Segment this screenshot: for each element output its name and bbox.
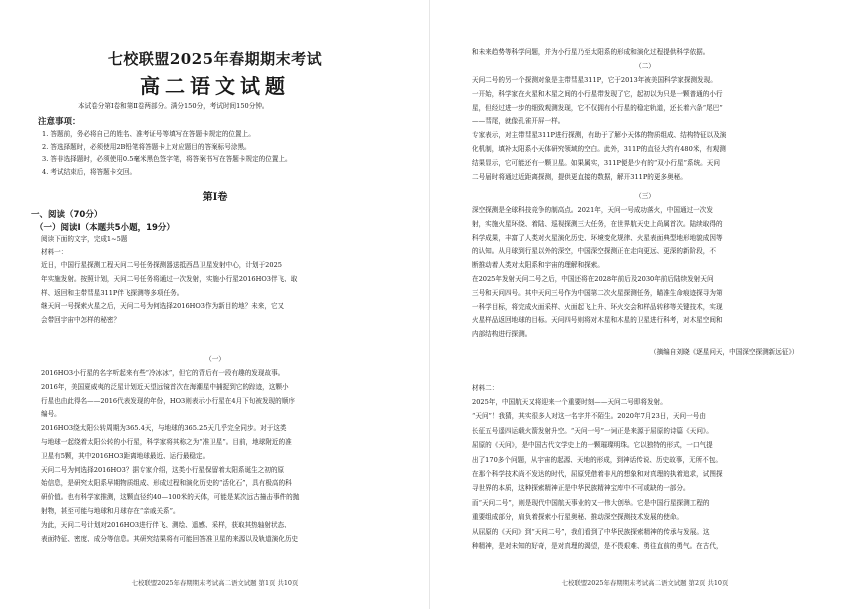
text-line: 一科学目标，将完成火面采样、火面起飞上升、环火交会和样品转移等关键技术，实现 — [472, 302, 723, 311]
text-line: 会带回宇宙中怎样的秘密？ — [41, 316, 121, 325]
text-line: ——彗尾，就像孔雀开屏一样。 — [472, 117, 565, 126]
text-line: 天问二号的另一个探测对象是主带彗星311P，它于2013年被美国科学家探测发现。 — [472, 76, 717, 84]
text-line: 样、返回和主带彗星311P伴飞探测等多项任务。 — [41, 288, 184, 297]
text-line: 研价值。也有科学家推测，这颗直径约40—100米的天体，可能是某次远古撞击事件的抛 — [41, 493, 300, 502]
subject-title: 高二语文试题 — [140, 74, 290, 98]
text-line: 射，实施火星环绕、着陆、巡视探测三大任务，在世界航天史上尚属首次。陆续取得的 — [472, 219, 723, 228]
page-footer-left: 七校联盟2025年春期期末考试高二语文试题 第1页 共10页 — [131, 579, 299, 587]
part-one-heading: （一） — [205, 355, 225, 363]
text-line: 专家表示，对主带彗星311P进行探测，有助于了解小天体的物质组成、结构特征以及演 — [472, 131, 727, 140]
text-line: 始信息，是研究太阳系早期物质组成、形成过程和演化历史的“活化石”，具有极高的科 — [41, 479, 292, 488]
text-line: 2016HO3小行星的名字听起来有些“冷冰冰”，但它的背后有一段有趣的发现故事。 — [41, 369, 285, 377]
text-line: 星，但经过进一步的细致观测发现，它不仅拥有小行星的稳定轨道，还长着六条“尾巴” — [472, 103, 723, 112]
text-line: 近日，中国行星探测工程天问二号任务探测器送抵西昌卫星发射中心，计划于2025 — [41, 261, 282, 269]
text-line: 在2025年发射天问二号之后，中国还将在2028年前后及2030年前后陆续发射天问 — [472, 275, 714, 283]
text-line: 火星样品返回地球的目标。天问四号则将对木星和木星的卫星进行科考，对木星空间和 — [472, 316, 723, 325]
text-line: 为此，天问二号计划对2016HO3进行伴飞、测绘、遥感、采样，获取其热轴射状态、 — [41, 520, 291, 529]
text-line: 屈原的《天问》，是中国古代文学史上的一颗璀璨明珠。它以独特的形式，一口气提 — [472, 441, 713, 450]
part-two-heading: （二） — [635, 62, 655, 70]
material-two-label: 材料二： — [472, 384, 499, 392]
exam-title: 七校联盟2025年春期期末考试 — [107, 50, 323, 68]
page-footer-right: 七校联盟2025年春期期末考试高二语文试题 第2页 共10页 — [561, 579, 729, 587]
text-line: 而“天问二号”，则是现代中国航天事业的又一伟大创举。它是中国行星探测工程的 — [472, 498, 710, 507]
text-line: 科学成果，丰富了人类对火星演化历史、环境变化规律、火星表面典型地形地貌成因等 — [472, 233, 723, 242]
text-line: 化机制，填补太阳系小天体研究领域的空白。此外，311P的直径大约有480米，有观测 — [472, 145, 726, 153]
text-line: 三号和天问四号。其中天问三号作为中国第二次火星探测任务，瞄准生命痕迹探寻为第 — [472, 288, 723, 297]
text-line: 3. 答非选择题时，必须使用0.5毫米黑色签字笔，将答案书写在答题卡规定的位置上。 — [42, 155, 292, 163]
text-line: 结果显示，它可能还有一颗卫星。如果属实，311P便是少有的“双小行星”系统。天问 — [472, 158, 720, 167]
text-line: 断推动着人类对太阳系和宇宙的理解和探索。 — [472, 261, 604, 270]
reading-instruction: 阅读下面的文字，完成1~5题 — [41, 235, 128, 243]
text-line: 二号届时将通过近距离探测，提供更直接的数据，解开311P的更多奥秘。 — [472, 172, 687, 181]
exam-intro: 本试卷分第Ⅰ卷和第Ⅱ卷两部分。满分150分，考试时间150分钟。 — [78, 102, 269, 110]
text-line: 的认知。从月球到行星以外的深空，中国深空探测正在走向更远、更深的新阶段，不 — [472, 247, 716, 256]
text-line: 卫星有5颗，其中2016HO3距离地球最近、运行最稳定。 — [41, 451, 210, 460]
section-heading: 一、阅读（70分） — [31, 210, 103, 220]
text-line: 1. 答题前，务必将自己的姓名、准考证号等填写在答题卡规定的位置上。 — [42, 130, 255, 138]
source-citation: （摘编自刘晓《逐星问天，中国深空探测新远征》） — [650, 348, 799, 356]
text-line: 出了170多个问题，从宇宙的起源、天地的形成，到神话传说、历史故事，无所不包。 — [472, 455, 722, 464]
text-line: 在那个科学技术尚不发达的时代，屈原凭借着非凡的想象和对真理的执着追求，试图探 — [472, 470, 723, 478]
text-line: 年实施发射。按照计划，天问二号任务将通过一次发射，实施小行星2016HO3伴飞、取 — [41, 274, 298, 283]
text-line: 长征五号遥四运载火箭发射升空。“天问一号”一词正是来源于屈原的诗篇《天问》。 — [472, 426, 713, 435]
right-page — [430, 0, 860, 609]
material-one-label: 材料一： — [41, 248, 68, 256]
text-line: 射物，甚至可能与地球和月球存在“亲戚关系”。 — [41, 507, 180, 515]
part-three-heading: （三） — [635, 192, 655, 200]
text-line: 2016年，美国夏威夷的泛星计划近天望远镜首次在海潮星中捕捉到它的踪迹，这颗小 — [41, 382, 289, 391]
text-line: 重要组成部分，肩负着探索小行星奥秘、推动深空探测技术发展的使命。 — [472, 513, 683, 522]
text-line: 4. 考试结束后，将答题卡交回。 — [42, 167, 137, 176]
text-line: 行星也由此得名——2016代表发现的年份，HO3则表示小行星在4月下旬被发现的顺序 — [41, 396, 295, 405]
text-line: 内部结构进行探测。 — [472, 330, 532, 339]
text-line: 表面特征、密度、成分等信息。其研究结果将有可能回答准卫星的来源以及轨道演化历史 — [41, 534, 299, 543]
text-line: “天问”！我猜，其实很多人对这一名字并不陌生。2020年7月23日，天问一号由 — [472, 412, 706, 421]
text-line: 深空探测是全球科技竞争的制高点。2021年，天问一号成功落火，中国通过一次发 — [472, 206, 713, 214]
text-line: 编号。 — [41, 410, 61, 419]
text-line: 和未来趋势等科学问题，并为小行星乃至太阳系的形成和演化过程提供科学依据。 — [472, 48, 710, 56]
text-line: 种精神，是对未知的好奇，是对真理的渴望，是不畏艰难、勇往直前的勇气。在古代， — [472, 542, 723, 550]
text-line: 2025年，中国航天又将迎来一个重要时刻——天问二号即将发射。 — [472, 398, 667, 406]
text-line: 2. 答选择题时，必须使用2B铅笔将答题卡上对应题目的答案标号涂黑。 — [42, 142, 251, 151]
text-line: 2016HO3绕太阳公转周期为365.4天，与地球的365.25天几乎完全同步。对于这类 — [41, 424, 287, 433]
text-line: 天问二号为何选择2016HO3？据专家介绍，这类小行星保留着太阳系诞生之初的原 — [41, 465, 285, 474]
volume-heading: 第Ⅰ卷 — [202, 192, 228, 203]
text-line: 寻世界的本质，这种探索精神正是中华民族精神宝库中不可或缺的一部分。 — [472, 484, 690, 493]
text-line: 从屈原的《天问》到“天问二号”，我们看到了中华民族探索精神的传承与发展。这 — [472, 527, 710, 536]
subsection-heading: （一）阅读Ⅰ（本题共5小题，19分） — [35, 223, 175, 233]
text-line: 一开始，科学家在火星和木星之间的小行星带发现了它，起初以为只是一颗普通的小行 — [472, 89, 723, 98]
notes-heading: 注意事项： — [38, 117, 81, 127]
text-line: 继天问一号探索火星之后，天问二号为何选择2016HO3作为新目的地？未来，它又 — [41, 302, 285, 311]
text-line: 与地球一起绕着太阳公转的小行星，科学家将其称之为“准卫星”。目前，地球附近的准 — [41, 438, 292, 446]
